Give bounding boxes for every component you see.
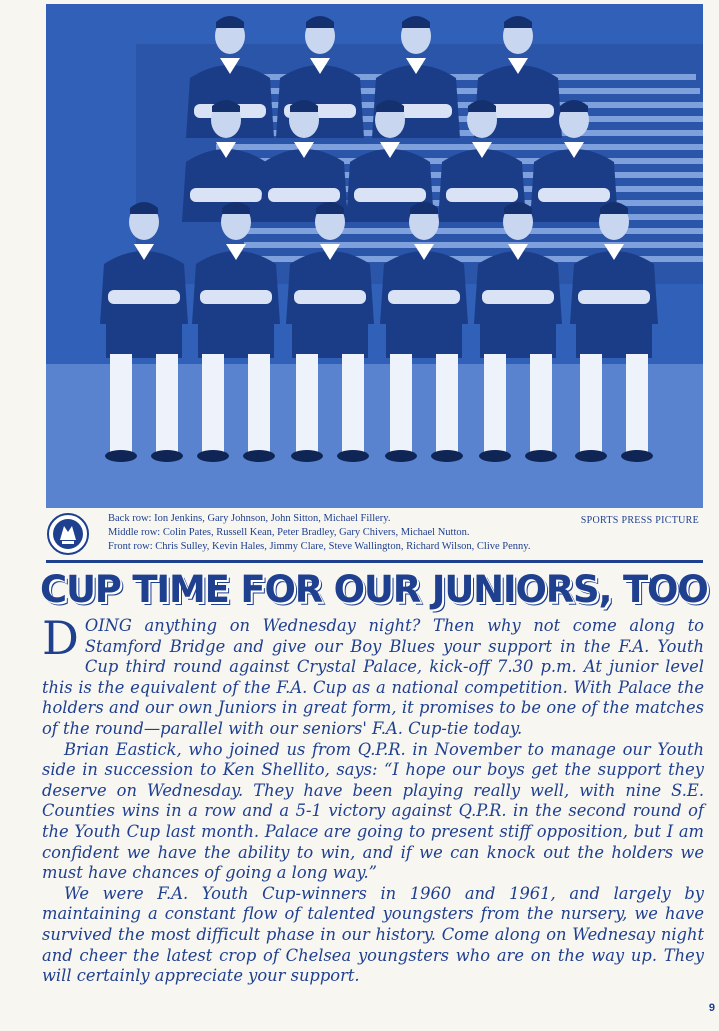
player-part	[156, 354, 178, 454]
player-part	[100, 251, 188, 324]
player-part	[286, 251, 374, 324]
player-part	[626, 354, 648, 454]
headline: CUP TIME FOR OUR JUNIORS, TOO	[40, 568, 708, 611]
player-part	[482, 290, 554, 304]
article-paragraph-2: Brian Eastick, who joined us from Q.P.R. in November to manage our Youth side in succession to Ken Shellito, says: “I hope our boys get the support they deserve on Wednesday. They have been playing really well, with nine S.E. Counties wins in a row and a 5-1 victory against Q.P.R. in the second round of the Youth Cup last month. Palace are going to present stiff opposition, but I am confident we have the ability to win, and if we can knock out the holders we must have chances of going a long way.”	[42, 739, 704, 883]
player-part	[538, 188, 610, 202]
article-body	[42, 611, 704, 987]
player-part	[110, 354, 132, 454]
player-part	[200, 290, 272, 304]
player-part	[388, 290, 460, 304]
player-part	[243, 450, 275, 462]
player-part	[431, 450, 463, 462]
player-part	[268, 188, 340, 202]
page-number: 9	[708, 1002, 715, 1014]
player-part	[390, 354, 412, 454]
player-part	[576, 324, 652, 358]
stand-row	[244, 242, 703, 248]
team-photo	[46, 4, 703, 508]
photo-caption	[46, 510, 703, 560]
caption-back-row: Back row: Ion Jenkins, Gary Johnson, John Sitton, Michael Fillery.	[108, 513, 391, 524]
player-part	[105, 450, 137, 462]
player-part	[436, 354, 458, 454]
player-part	[296, 354, 318, 454]
player-part	[530, 354, 552, 454]
player-part	[484, 354, 506, 454]
caption-middle-row: Middle row: Colin Pates, Russell Kean, Peter Bradley, Gary Chivers, Michael Nutton.	[108, 527, 470, 538]
player-part	[151, 450, 183, 462]
player-part	[525, 450, 557, 462]
player-part	[248, 354, 270, 454]
article-paragraph-3: We were F.A. Youth Cup-winners in 1960 and 1961, and largely by maintaining a constant flow of talented youngsters from the nursery, we have survived the most difficult phase in our history. Come along on Wednesay night and cheer the latest crop of Chelsea youngsters who are on the way up. They will certainly appreciate your support.	[42, 883, 704, 986]
player-part	[474, 251, 562, 324]
player-part	[294, 290, 366, 304]
player-part	[386, 324, 462, 358]
player-part	[342, 354, 364, 454]
player-part	[480, 324, 556, 358]
player-part	[192, 251, 280, 324]
article-paragraph-1	[42, 611, 704, 740]
player-part	[479, 450, 511, 462]
stand-row	[240, 228, 703, 234]
chelsea-crest-icon	[46, 512, 90, 556]
player-part	[580, 354, 602, 454]
player-part	[190, 188, 262, 202]
photo-credit: SPORTS PRESS PICTURE	[580, 515, 699, 526]
player-part	[380, 251, 468, 324]
player-part	[446, 188, 518, 202]
player-part	[197, 450, 229, 462]
player-part	[292, 324, 368, 358]
player-part	[337, 450, 369, 462]
divider-rule	[46, 560, 703, 563]
player-part	[575, 450, 607, 462]
article-paragraph-1-text: OING anything on Wednesday night? Then why not come along to Stamford Bridge and give our Boy Blues your support in the F.A. Youth Cup third round against Crystal Palace, kick-off 7.30 p.m. At junior level this is the equivalent of the F.A. Cup as a national competition. With Palace the holders and our own Juniors in great form, it promises to be one of the matches of the round—parallel with our seniors' F.A. Cup-tie today.	[42, 616, 704, 738]
player-part	[570, 251, 658, 324]
stand-row	[216, 144, 703, 150]
player-part	[108, 290, 180, 304]
player-part	[106, 324, 182, 358]
team-photo-illustration	[46, 4, 703, 508]
drop-cap: D	[42, 611, 79, 665]
player-part	[291, 450, 323, 462]
pitch-grass	[46, 364, 703, 508]
player-part	[621, 450, 653, 462]
player-part	[202, 354, 224, 454]
player-part	[276, 65, 364, 138]
player-part	[578, 290, 650, 304]
player-part	[198, 324, 274, 358]
player-part	[354, 188, 426, 202]
player-part	[385, 450, 417, 462]
caption-front-row: Front row: Chris Sulley, Kevin Hales, Jimmy Clare, Steve Wallington, Richard Wilson, Clive Penny.	[108, 541, 531, 552]
